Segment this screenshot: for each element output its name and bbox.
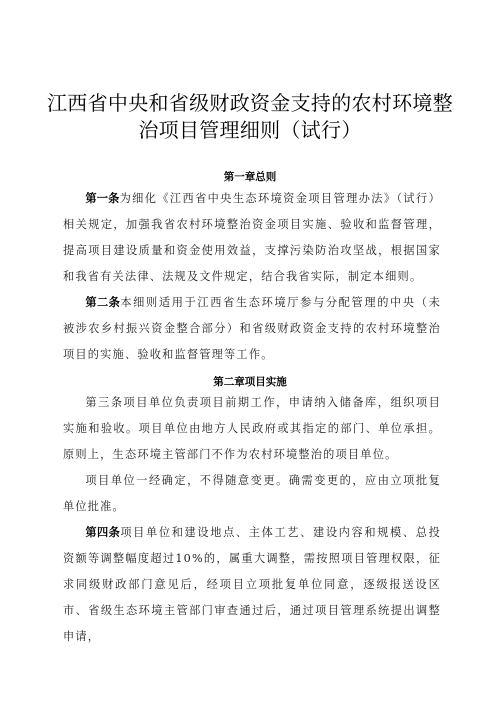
article-1 <box>63 186 441 290</box>
article-3-continued: 项目单位一经确定，不得随意变更。确需变更的，应由立项批复单位批准。 <box>63 474 441 513</box>
article-1-label: 第一条 <box>85 192 120 205</box>
article-2-label: 第二条 <box>85 296 121 309</box>
article-2 <box>63 290 441 368</box>
article-1-text: 为细化《江西省中央生态环境资金项目管理办法》（试行）相关规定，加强我省农村环境整治资金项目实施、验收和监督管理，提高项目建设质量和资金使用效益，支撑污染防治攻坚战，根据国家和我省有关法律、法规及文件规定，结合我省实际，制定本细则。 <box>63 192 441 283</box>
chapter-heading-implementation: 第二章项目实施 <box>213 376 287 388</box>
article-4-label: 第四条 <box>85 526 121 539</box>
article-3: 第三条项目单位负责项目前期工作，申请纳入储备库，组织项目实施和验收。项目单位由地方人民政府或其指定的部门、单位承担。原则上，生态环境主管部门不作为农村环境整治的项目单位。 <box>63 396 441 461</box>
document-title: 江西省中央和省级财政资金支持的农村环境整治项目管理细则（试行） <box>47 91 453 142</box>
article-4-text: 项目单位和建设地点、主体工艺、建设内容和规模、总投资额等调整幅度超过10%的，属重大调整，需按照项目管理权限，征求同级财政部门意见后，经项目立项批复单位同意，逐级报送设区市、省级生态环境主管部门审查通过后，通过项目管理系统提出调整申请， <box>63 526 441 643</box>
article-2-text: 本细则适用于江西省生态环境厅参与分配管理的中央（未被涉农乡村振兴资金整合部分）和省级财政资金支持的农村环境整治项目的实施、验收和监督管理等工作。 <box>63 296 441 361</box>
chapter-heading-general: 第一章总则 <box>223 171 277 183</box>
article-4 <box>63 520 441 650</box>
